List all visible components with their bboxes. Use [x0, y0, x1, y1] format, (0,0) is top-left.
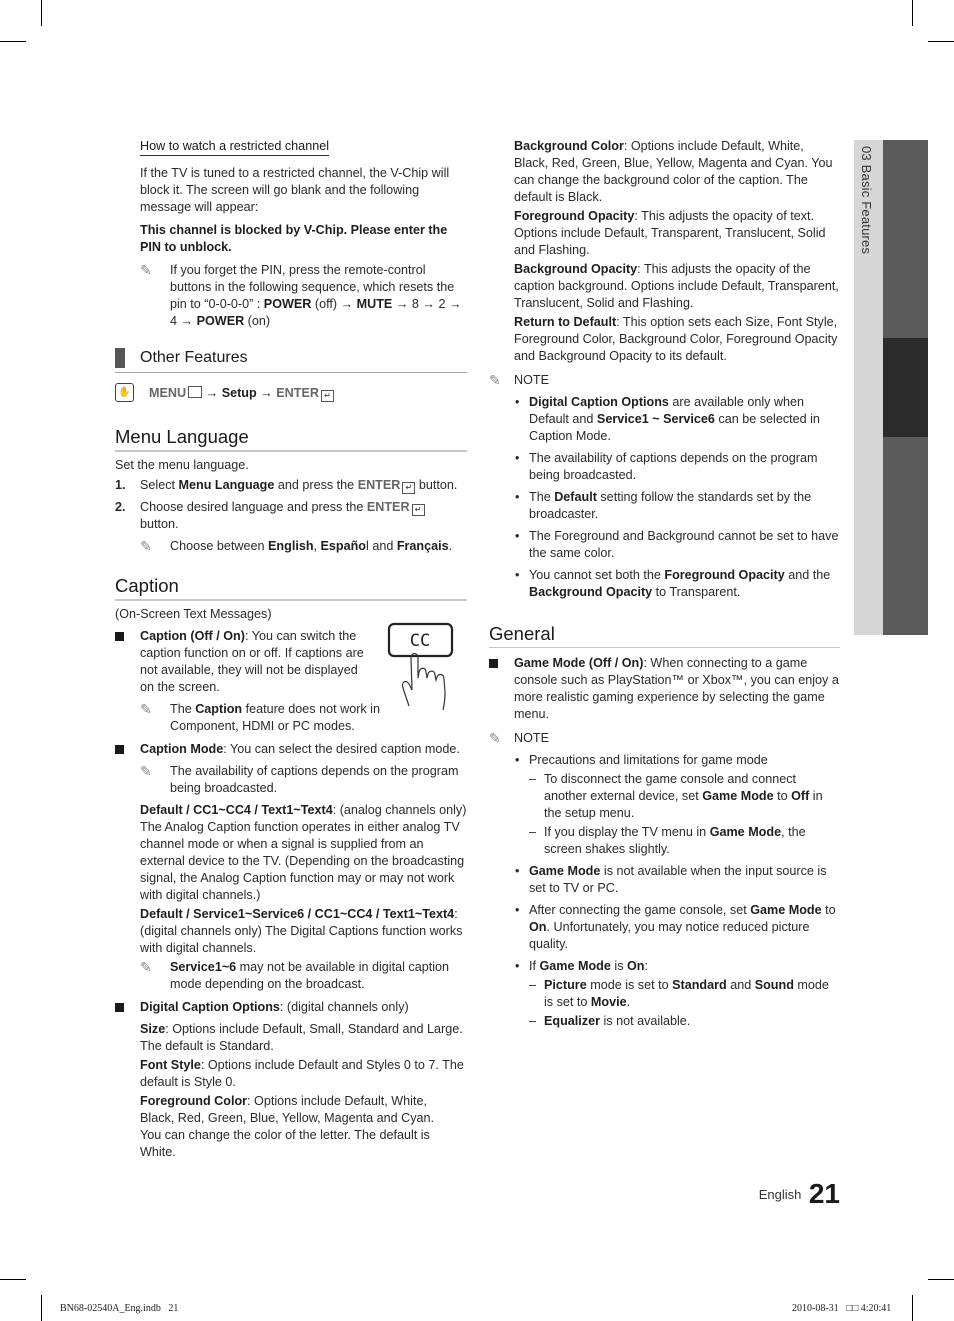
menu-key-icon [188, 386, 202, 398]
crop-mark [0, 1279, 26, 1280]
crop-mark [928, 41, 954, 42]
menu-path: ✋ MENU → Setup → ENTER ↵ [115, 385, 467, 402]
square-bullet-icon [489, 659, 498, 668]
page-footer [700, 1176, 840, 1212]
game-mode-item: Game Mode (Off / On): When connecting to a game console such as PlayStation™ or Xbox™, you can enjoy a more realistic gaming experience by selecting the game menu. [489, 655, 840, 723]
foreground-color-option: Foreground Color: Options include Default, White, Black, Red, Green, Blue, Yellow, Magenta and Cyan. You can change the color of the letter. The default is White. [140, 1094, 435, 1159]
enter-key-icon: ↵ [402, 482, 415, 494]
other-features-header [115, 348, 467, 373]
menu-language-step-1: 1. Select Menu Language and press the ENTER ↵ button. [115, 478, 458, 492]
right-column [489, 138, 840, 1030]
game-note-1: • Precautions and limitations for game mode [515, 753, 768, 767]
game-note-4b: – Equalizer is not available. [529, 1014, 691, 1028]
game-note-4: • If Game Mode is On: [515, 959, 648, 973]
default-analog-text: Default / CC1~CC4 / Text1~Text4: (analog channels only) The Analog Caption function operates in either analog TV channel mode or when a signal is supplied from an external device to the TV. (Depending on the broadcasting signal, the Analog Caption function may or may not work with digital channels.) [140, 803, 467, 902]
crop-mark [0, 41, 26, 42]
caption-note-1: • Digital Caption Options are available only when Default and Service1 ~ Service6 can be selected in Caption Mode. [515, 395, 820, 443]
enter-key-icon: ↵ [321, 390, 334, 402]
crop-mark [41, 0, 42, 26]
game-note-1a: – To disconnect the game console and connect another external device, set Game Mode to Off in the setup menu. [529, 772, 823, 820]
default-digital-text: Default / Service1~Service6 / CC1~CC4 / Text1~Text4: (digital channels only) The Digital Captions function works with digital channels. [140, 907, 463, 955]
restricted-message: This channel is blocked by V-Chip. Please enter the PIN to unblock. [140, 223, 448, 254]
caption-title: Caption [115, 575, 467, 601]
note-pencil-icon: ✎ [489, 372, 501, 388]
menu-language-title: Menu Language [115, 426, 467, 452]
background-opacity-option: Background Opacity: This adjusts the opacity of the caption background. Options include Default, Transparent, Translucent, Solid and Flashing. [514, 262, 839, 310]
crop-mark [912, 0, 913, 26]
caption-item-1: Caption (Off / On): You can switch the caption function on or off. If captions are not available, they will not be displayed on the screen. ✎ The Caption feature does not work in Component, HDMI or PC modes. CC [115, 628, 467, 735]
menu-language-step-2: 2. Choose desired language and press the ENTER ↵ button. [115, 499, 467, 533]
crop-mark [928, 1279, 954, 1280]
game-note-header: ✎ NOTE [489, 730, 549, 746]
game-note-4a: – Picture mode is set to Standard and Sound mode is set to Movie. [529, 978, 829, 1009]
crop-mark [912, 1295, 913, 1321]
game-note-1b: – If you display the TV menu in Game Mode, the screen shakes slightly. [529, 825, 806, 856]
language-note: ✎ Choose between English, Español and Français. [140, 538, 453, 554]
cc-button-hand-icon [387, 622, 457, 710]
square-bullet-icon [115, 632, 124, 641]
chapter-tab-dark [883, 140, 928, 338]
caption-item-1-note: ✎ The Caption feature does not work in Component, HDMI or PC modes. [140, 701, 380, 733]
page-number: 21 [808, 1178, 840, 1209]
square-bullet-icon [115, 745, 124, 754]
caption-note-5: • You cannot set both the Foreground Opacity and the Background Opacity to Transparent. [515, 568, 831, 599]
game-note-2: • Game Mode is not available when the input source is set to TV or PC. [515, 864, 827, 895]
section-marker [115, 348, 125, 368]
print-timestamp: 2010-08-31 □□ 4:20:41 [792, 1303, 892, 1314]
general-title: General [489, 623, 840, 648]
cc-label: CC [409, 631, 431, 651]
caption-item-2: Caption Mode: You can select the desired caption mode. [115, 741, 467, 758]
service-note: ✎ Service1~6 may not be available in digital caption mode depending on the broadcast. [140, 959, 450, 991]
menu-language-intro: Set the menu language. [115, 458, 249, 472]
note-pencil-icon: ✎ [140, 701, 152, 717]
note-pencil-icon: ✎ [140, 538, 152, 554]
restricted-heading: How to watch a restricted channel [140, 138, 329, 156]
note-pencil-icon: ✎ [140, 262, 152, 278]
side-tab-label: 03 Basic Features [859, 146, 874, 255]
caption-note-4: • The Foreground and Background cannot be set to have the same color. [515, 529, 839, 560]
chapter-tab-dark [883, 437, 928, 635]
caption-note-2: • The availability of captions depends on the program being broadcasted. [515, 451, 818, 482]
caption-note-header: ✎ NOTE [489, 372, 549, 388]
left-column [115, 138, 467, 1161]
restricted-intro: If the TV is tuned to a restricted channel, the V-Chip will block it. The screen will go blank and the following message will appear: [140, 166, 450, 214]
return-to-default-option: Return to Default: This option sets each Size, Font Style, Foreground Color, Background Color, Foreground Opacity and Background Opacity to its default. [514, 315, 838, 363]
game-note-3: • After connecting the game console, set Game Mode to On. Unfortunately, you may notice reduced picture quality. [515, 903, 836, 951]
note-pencil-icon: ✎ [140, 959, 152, 975]
caption-item-2-note: ✎ The availability of captions depends on the program being broadcasted. [140, 763, 459, 795]
caption-subtitle: (On-Screen Text Messages) [115, 607, 272, 621]
background-color-option: Background Color: Options include Default, White, Black, Red, Green, Blue, Yellow, Magenta and Cyan. You can change the background color of the caption. The default is Black. [514, 139, 833, 204]
caption-note-3: • The Default setting follow the standards set by the broadcaster. [515, 490, 812, 521]
footer-language: English [758, 1187, 802, 1202]
size-option: Size: Options include Default, Small, Standard and Large. The default is Standard. [140, 1022, 463, 1053]
caption-item-3: Digital Caption Options: (digital channels only) [115, 999, 467, 1016]
note-pencil-icon: ✎ [140, 763, 152, 779]
other-features-title: Other Features [140, 349, 248, 366]
font-style-option: Font Style: Options include Default and Styles 0 to 7. The default is Style 0. [140, 1058, 464, 1089]
foreground-opacity-option: Foreground Opacity: This adjusts the opacity of text. Options include Default, Transparent, Translucent, Solid and Flashing. [514, 209, 826, 257]
print-file-info: BN68-02540A_Eng.indb 21 [60, 1303, 179, 1314]
note-pencil-icon: ✎ [489, 730, 501, 746]
square-bullet-icon [115, 1003, 124, 1012]
pin-note: ✎ If you forget the PIN, press the remote-control buttons in the following sequence, which resets the pin to “0-0-0-0” : POWER (off) → MUTE → 8 → 2 → 4 → POWER (on) [140, 262, 462, 328]
enter-key-icon: ↵ [412, 504, 425, 516]
chapter-tab-active [883, 338, 928, 437]
crop-mark [41, 1295, 42, 1321]
menu-icon: ✋ [115, 383, 134, 402]
